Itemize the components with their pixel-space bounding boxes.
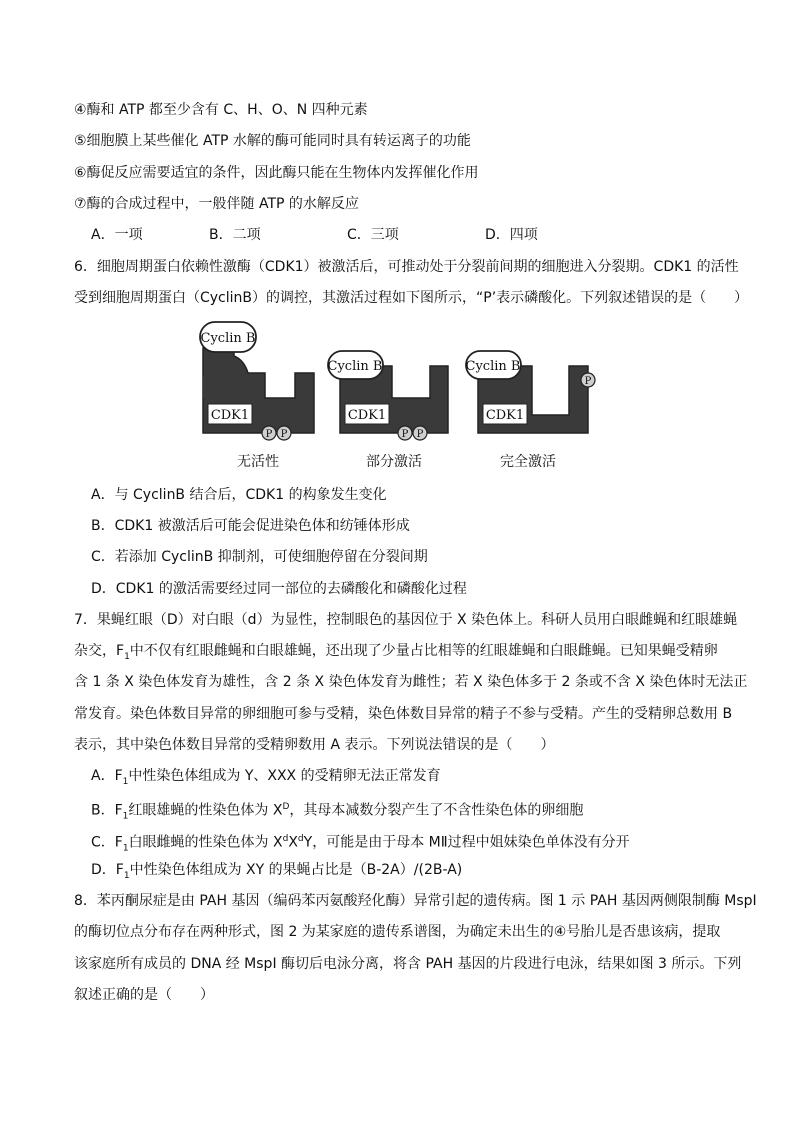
q6-option-c: C．若添加 CyclinB 抑制剂，可使细胞停留在分裂间期 <box>91 549 428 565</box>
q6-stem-line-2: 受到细胞周期蛋白（CyclinB）的调控，其激活过程如下图所示，“P’表示磷酸化。下列叙述错误的是（ ） <box>74 290 749 306</box>
q5-option-a: A．一项 <box>91 227 143 243</box>
p-label: P <box>265 429 273 440</box>
p-label: P <box>584 376 592 387</box>
q7-stem-line-3: 含 1 条 X 染色体发育为雄性，含 2 条 X 染色体发育为雌性；若 X 染色体多于 2 条或不含 X 染色体时无法正 <box>74 674 748 690</box>
q6-option-d: D．CDK1 的激活需要经过同一部位的去磷酸化和磷酸化过程 <box>91 581 467 597</box>
caption-partial: 部分激活 <box>366 454 422 470</box>
q7-stem-line-1: 7．果蝇红眼（D）对白眼（d）为显性，控制眼色的基因位于 X 染色体上。科研人员用白眼雌蝇和红眼雄蝇 <box>74 612 738 628</box>
panel-full <box>466 351 595 470</box>
q7-option-d: D．$F_1$中性染色体组成为 XY 的果蝇占比是（B-2A）/(2B-A) <box>91 862 463 881</box>
q8-stem-line-2: 的酶切位点分布存在两种形式，图 2 为某家庭的遗传系谱图，为确定未出生的④号胎儿是否患该病，提取 <box>74 924 721 940</box>
statement-7: ⑦酶的合成过程中，一般伴随 ATP 的水解反应 <box>74 196 359 212</box>
q6-option-a: A．与 CyclinB 结合后，CDK1 的构象发生变化 <box>91 487 387 503</box>
q8-stem-line-3: 该家庭所有成员的 DNA 经 MspI 酶切后电泳分离，将含 PAH 基因的片段进行电泳，结果如图 3 所示。下列 <box>74 956 742 972</box>
statement-4: ④酶和 ATP 都至少含有 C、H、O、N 四种元素 <box>74 102 368 118</box>
q7-option-b: B．$F_1$红眼雄蝇的性染色体为 $X^D$，其母本减数分裂产生了不含性染色体的卵细胞 <box>91 802 584 822</box>
statement-6: ⑥酶促反应需要适宜的条件，因此酶只能在生物体内发挥催化作用 <box>74 165 479 181</box>
q7-stem-line-4: 常发育。染色体数目异常的卵细胞可参与受精，染色体数目异常的精子不参与受精。产生的受精卵总数用 B <box>74 706 733 722</box>
cyclin-b-label: Cyclin B <box>327 359 383 374</box>
p-label: P <box>401 429 409 440</box>
cyclin-b-label: Cyclin B <box>200 331 256 346</box>
panel-partial <box>328 351 448 470</box>
panel-inactive <box>200 322 314 470</box>
q6-option-b: B．CDK1 被激活后可能会促进染色体和纺锤体形成 <box>91 518 410 534</box>
cdk1-activation-figure <box>196 318 606 478</box>
q6-stem-line-1: 6．细胞周期蛋白依赖性激酶（CDK1）被激活后，可推动处于分裂前间期的细胞进入分裂期。CDK1 的活性 <box>74 259 739 275</box>
q7-option-a: A．$F_1$中性染色体组成为 Y、XXX 的受精卵无法正常发育 <box>91 768 441 787</box>
q5-option-d: D．四项 <box>485 227 538 243</box>
q7-stem-line-2: 杂交，$F_1$中不仅有红眼雌蝇和白眼雄蝇，还出现了少量占比相等的红眼雄蝇和白眼雌蝇。已知果蝇受精卵 <box>74 643 718 662</box>
cdk1-label: CDK1 <box>347 408 387 423</box>
cyclin-b-label: Cyclin B <box>465 359 521 374</box>
statement-5: ⑤细胞膜上某些催化 ATP 水解的酶可能同时具有转运离子的功能 <box>74 133 471 149</box>
cdk1-label: CDK1 <box>485 408 525 423</box>
q7-stem-line-5: 表示，其中染色体数目异常的受精卵数用 A 表示。下列说法错误的是（ ） <box>74 737 555 753</box>
caption-full: 完全激活 <box>500 454 556 470</box>
q8-stem-line-4: 叙述正确的是（ ） <box>74 987 214 1003</box>
p-label: P <box>416 429 424 440</box>
q8-stem-line-1: 8．苯丙酮尿症是由 PAH 基因（编码苯丙氨酸羟化酶）异常引起的遗传病。图 1 示 PAH 基因两侧限制酶 MspI <box>74 893 757 909</box>
q5-option-c: C．三项 <box>347 227 399 243</box>
q5-option-b: B．二项 <box>209 227 261 243</box>
p-label: P <box>280 429 288 440</box>
caption-inactive: 无活性 <box>237 454 279 470</box>
cdk1-label: CDK1 <box>210 408 250 423</box>
q7-option-c: C．$F_1$白眼雌蝇的性染色体为 $X^dX^dY$，可能是由于母本 MⅡ过程中姐妹染色单体没有分开 <box>91 834 630 854</box>
